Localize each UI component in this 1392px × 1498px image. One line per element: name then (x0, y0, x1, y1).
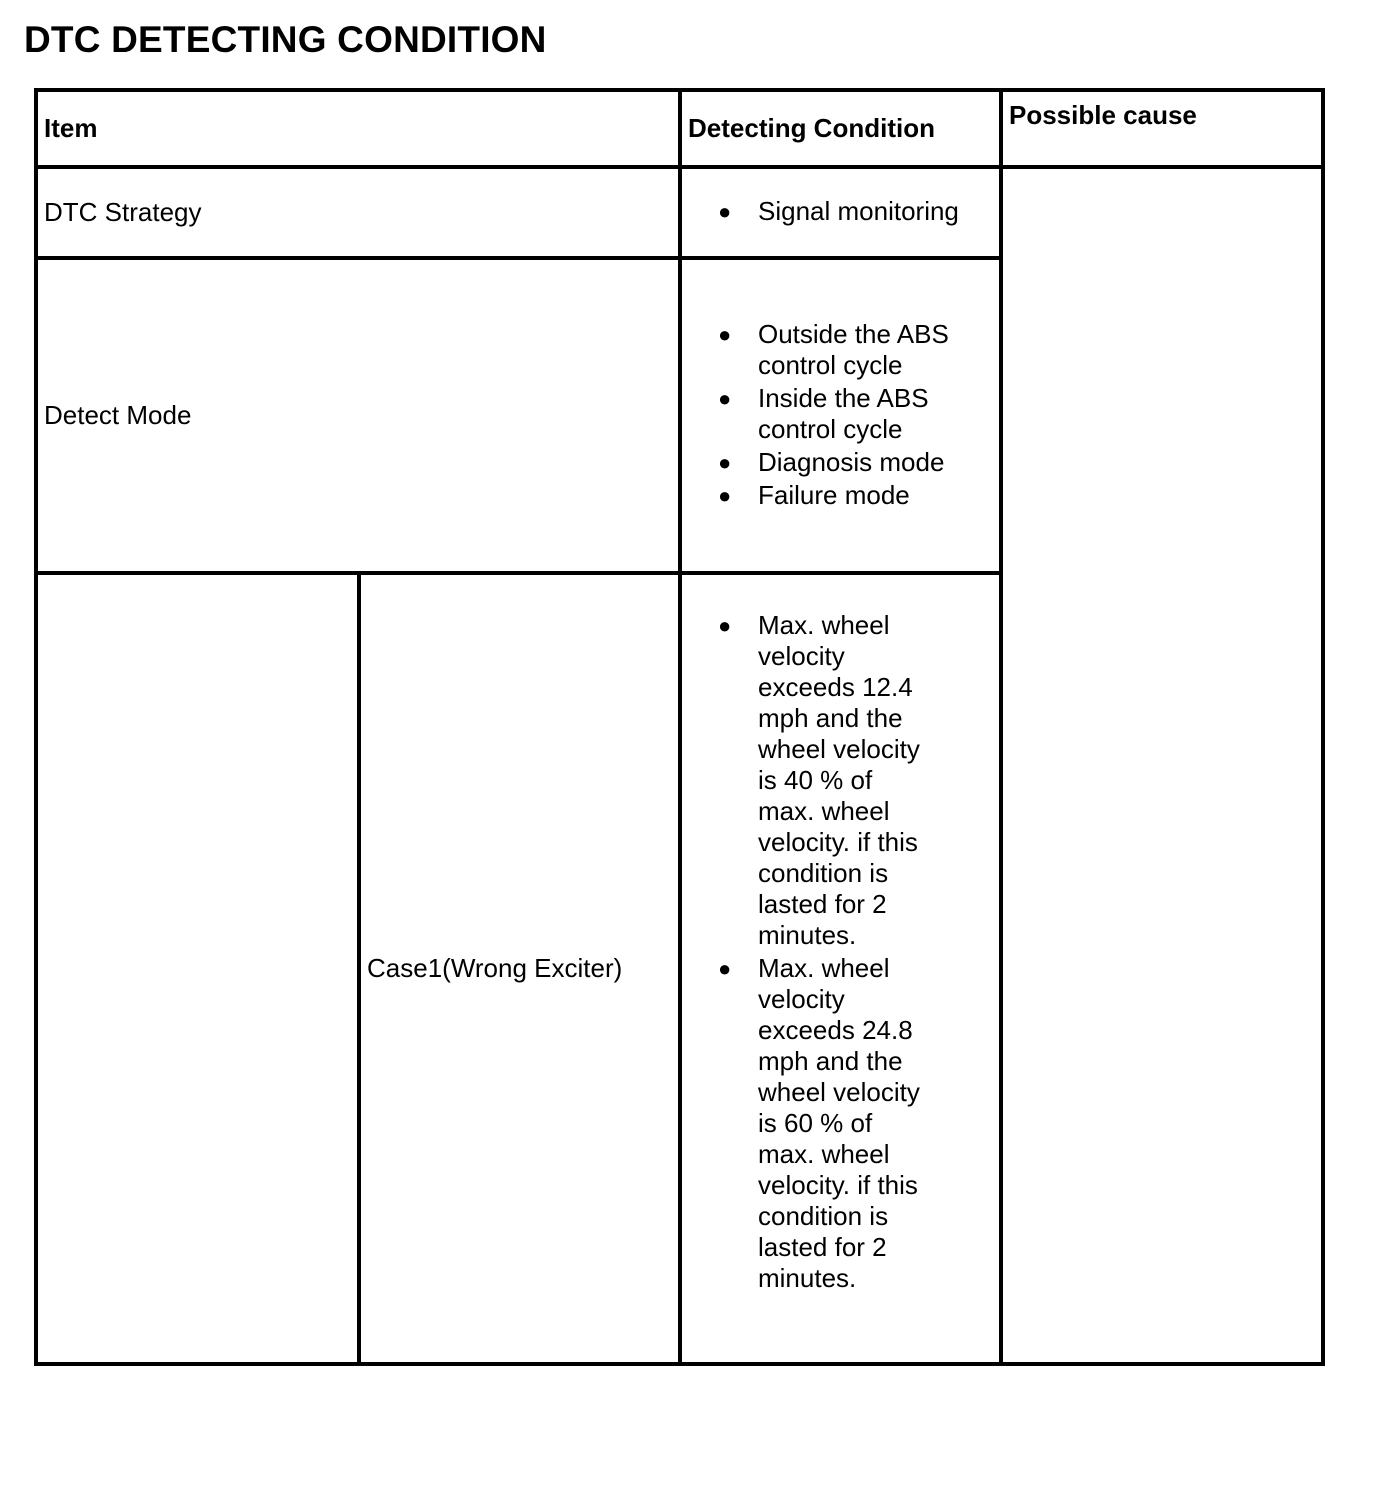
cell-case1-subitem: Case1(Wrong Exciter) (359, 573, 680, 1364)
list-item (702, 480, 991, 511)
bullet-icon: ● (718, 482, 732, 508)
dtc-condition-table (34, 88, 1325, 1366)
cell-detect-mode-conditions (680, 258, 1001, 573)
list-item (702, 383, 991, 445)
list-item (702, 610, 991, 951)
table-header-row (36, 90, 1323, 167)
cell-detect-mode: Detect Mode (36, 258, 680, 573)
header-item: Item (36, 90, 680, 167)
table-row-dtc-strategy (36, 167, 1323, 258)
detect-mode-condition-list (702, 319, 991, 511)
condition-text: Failure mode (758, 479, 910, 510)
condition-text: Outside the ABS control cycle (758, 318, 949, 380)
strategy-condition-list (702, 196, 991, 227)
cell-dtc-strategy: DTC Strategy (36, 167, 680, 258)
list-item (702, 319, 991, 381)
bullet-icon: ● (718, 613, 732, 638)
bullet-icon: ● (718, 956, 732, 981)
case1-condition-list (702, 610, 991, 1294)
list-item (702, 447, 991, 478)
cell-strategy-conditions (680, 167, 1001, 258)
cell-possible-cause (1001, 167, 1323, 1364)
condition-text: Diagnosis mode (758, 446, 945, 477)
header-possible-cause: Possible cause (1001, 90, 1323, 167)
list-item (702, 196, 991, 227)
header-detecting-condition: Detecting Condition (680, 90, 1001, 167)
condition-text: Max. wheel velocity exceeds 24.8 mph and the wheel velocity is 60 % of max. wheel velocity. if this condition is lasted for 2 minutes. (758, 953, 920, 1293)
cell-case1-conditions (680, 573, 1001, 1364)
page-title: DTC DETECTING CONDITION (24, 19, 547, 60)
list-item (702, 953, 991, 1294)
bullet-icon: ● (718, 449, 732, 475)
condition-text: Max. wheel velocity exceeds 12.4 mph and the wheel velocity is 40 % of max. wheel velocity. if this condition is lasted for 2 minutes. (758, 610, 920, 950)
cell-case1-item (36, 573, 359, 1364)
bullet-icon: ● (718, 385, 732, 411)
bullet-icon: ● (718, 321, 732, 347)
condition-text: Signal monitoring (758, 196, 959, 226)
condition-text: Inside the ABS control cycle (758, 382, 929, 444)
bullet-icon: ● (718, 199, 732, 224)
